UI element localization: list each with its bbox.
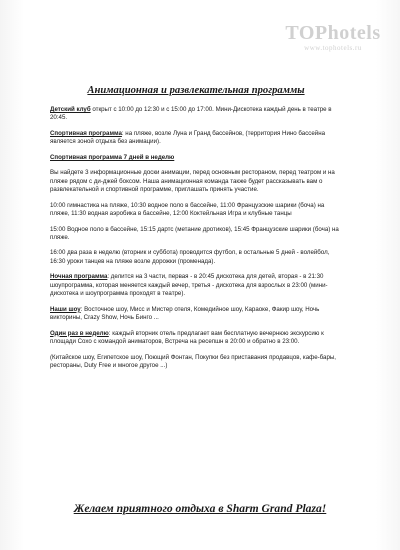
kids-club-label: Детский клуб: [50, 106, 91, 113]
weekly-paragraph: 10:00 гимнастика на пляже, 10:30 водное поло в бассейне, 11:00 Французские шарики (боча) на пляже, 11:30 водная аэробика в бассейне, 12:00 Коктейльная Игра и клубные танцы: [50, 201, 325, 218]
weekly-program-heading: Спортивная программа 7 дней в неделю: [50, 153, 175, 161]
night-program-label: Ночная программа: [50, 273, 108, 281]
watermark-subtext: www.tophotels.ru: [304, 44, 362, 52]
weekly-excursion-text: : каждый вторник отель предлагает вам бесплатную вечернюю экскурсию к площади Сохо с командой аниматоров, Встреча на ресепшн в 20:00 и обратно в 23:00.: [50, 329, 324, 346]
night-program-text: : делится на 3 части, первая - в 20:45 дискотека для детей, вторая - в 21:30 шоупрограмма, которая меняется каждый вечер, третья - дискотека для взрослых в 23:00 (мини-дискотека и шоупрограмма проходят в театре).: [50, 273, 328, 298]
night-program-paragraph: [50, 273, 342, 298]
footer-wish: Желаем приятного отдыха в Sharm Grand Plaza!: [73, 502, 327, 515]
shows-text: : Восточное шоу, Мисс и Мистер отеля, Комедийное шоу, Караоке, Факир шоу, Ночь викторины, Crazy Show, Ночь Бинго ...: [50, 305, 320, 322]
shows-label: Наши шоу: [50, 305, 81, 313]
weekly-excursion-label: Один раз в неделю: [50, 329, 109, 337]
document-title: Анимационная и развлекательная программы: [87, 85, 305, 96]
closing-note: (Китайское шоу, Египетское шоу, Поющий Фонтан, Покупки без приставания продавцов, кафе-бары, рестораны, Duty Free и многое другое ...): [50, 353, 336, 369]
sport-program-text: : на пляже, возле Луна и Гранд бассейнов, (территория Нино бассейна является зоной отдыха без анимации).: [50, 129, 325, 146]
weekly-paragraph: Вы найдете 3 информационные доски анимации, перед основным рестораном, перед театром и на пляже рядом с ди-джей боксом. Наша анимационная команда также будет рассказывать вам о развлекательной и спортивной программе, приглашать принять участие.: [50, 169, 335, 194]
shows-paragraph: [50, 306, 342, 323]
document-body: [50, 84, 342, 377]
weekly-excursion-paragraph: [50, 330, 342, 347]
watermark-logo: [278, 22, 388, 66]
weekly-paragraph: 15:00 Водное поло в бассейне, 15:15 дартс (метание дротиков), 15:45 Французские шарики (боча) на пляже.: [50, 225, 339, 241]
weekly-paragraph: 16:00 два раза в неделю (вторник и суббота) проводится футбол, в остальные 5 дней - волейбол, 16:30 уроки танцев на пляже возле дорожки (променада).: [50, 249, 330, 265]
kids-club-paragraph: [50, 106, 342, 123]
kids-club-text: открыт с 10:00 до 12:30 и с 15:00 до 17:00. Мини-Дискотека каждый день в театре в 20:45.: [50, 106, 332, 122]
sport-program-label: Спортивная программа: [50, 129, 122, 137]
sport-program-paragraph: [50, 130, 342, 147]
watermark-brand: TOPhotels: [285, 22, 381, 44]
